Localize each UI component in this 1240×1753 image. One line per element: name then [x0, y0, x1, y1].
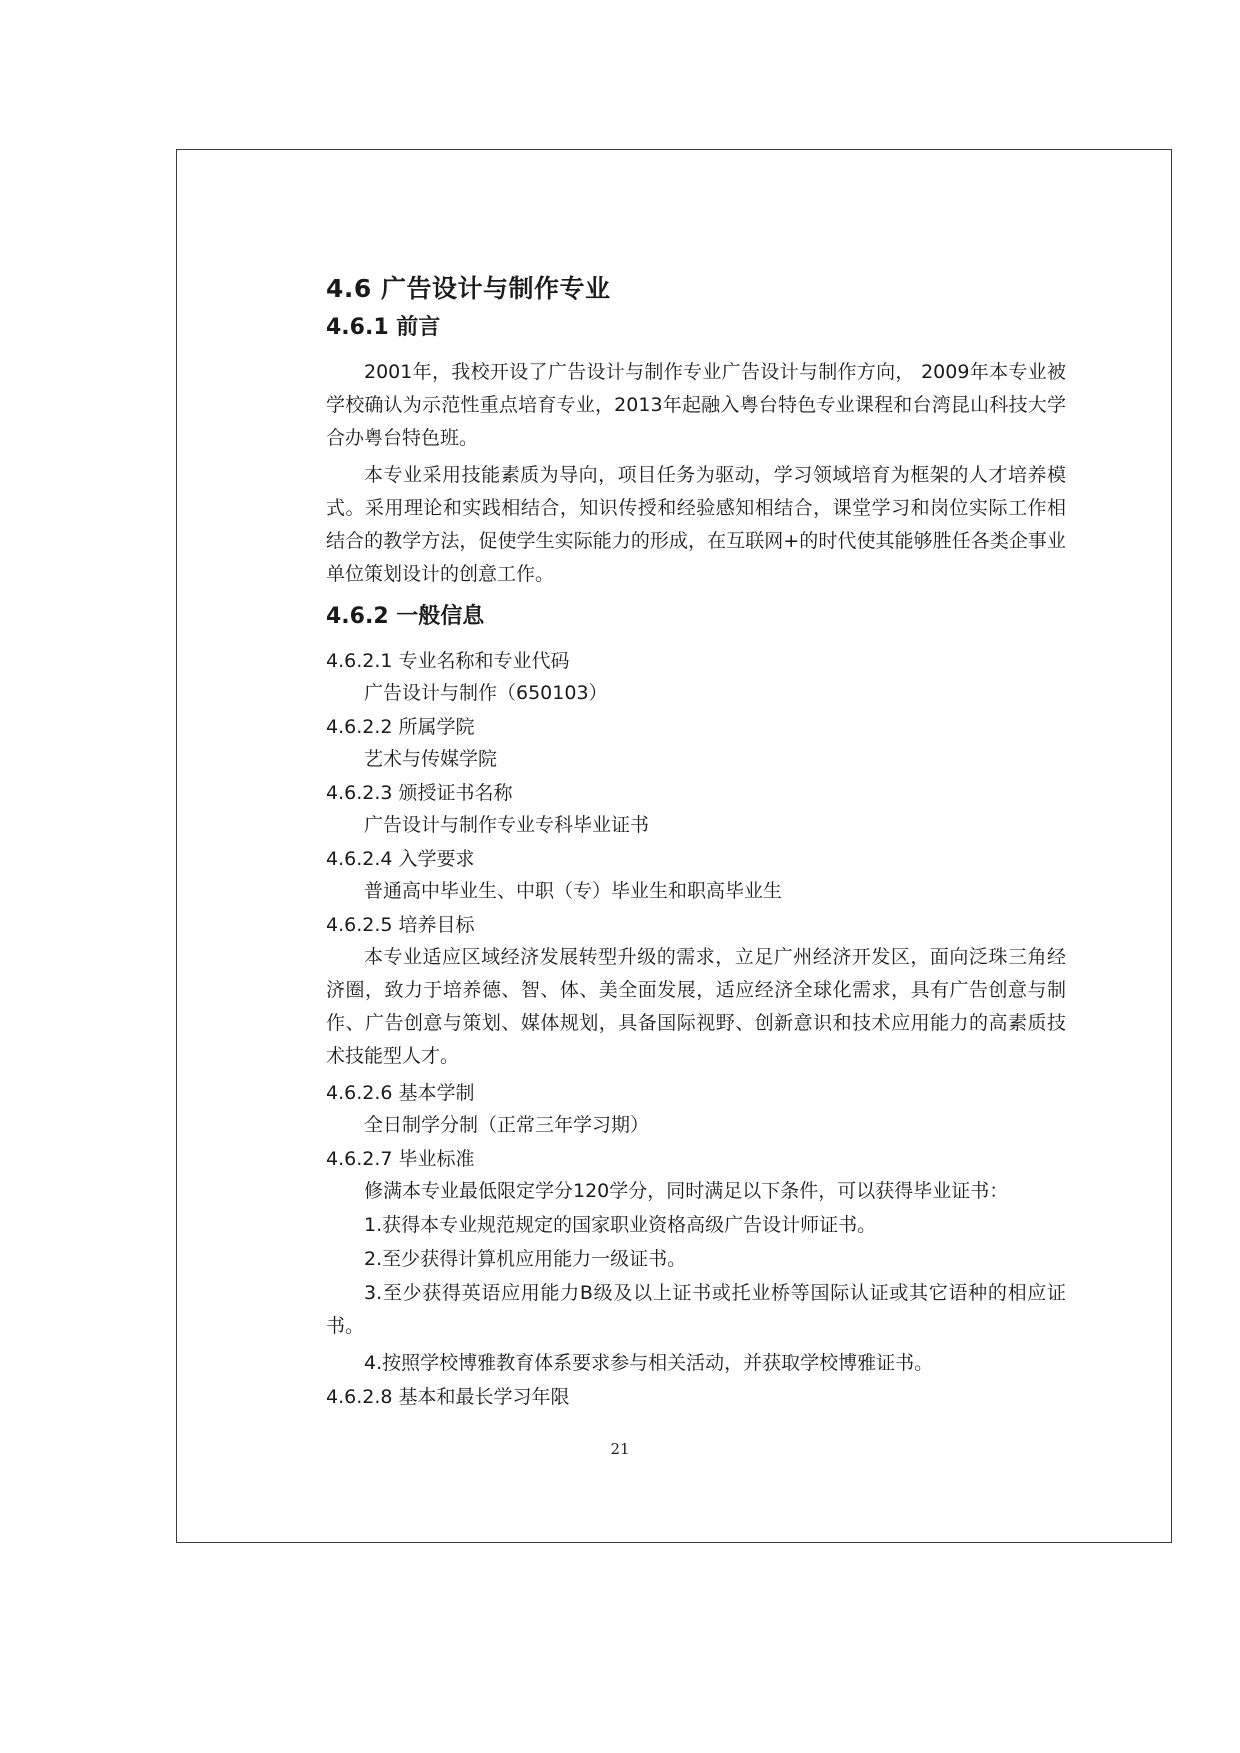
page-number: 21 [610, 1440, 630, 1458]
study-years-label: 4.6.2.8 基本和最长学习年限 [326, 1386, 570, 1408]
graduation-line: 1.获得本专业规范规定的国家职业资格高级广告设计师证书。 [364, 1214, 877, 1236]
graduation-line: 2.至少获得计算机应用能力一级证书。 [364, 1248, 687, 1270]
info-item-label: 4.6.2.2 所属学院 [326, 716, 475, 738]
info-item-value: 艺术与传媒学院 [364, 748, 498, 770]
training-goal-paragraph: 本专业适应区域经济发展转型升级的需求，立足广州经济开发区，面向泛珠三角经济圈，致力于培养德、智、体、美全面发展，适应经济全球化需求，具有广告创意与制作、广告创意与策划、媒体规划，具备国际视野、创新意识和技术应用能力的高素质技术技能型人才。 [326, 946, 1066, 1067]
info-item-label: 4.6.2.5 培养目标 [326, 914, 475, 936]
graduation-line: 3.至少获得英语应用能力B级及以上证书或托业桥等国际认证或其它语种的相应证书。 [326, 1282, 1066, 1337]
info-item-value: 普通高中毕业生、中职（专）毕业生和职高毕业生 [364, 880, 783, 902]
info-item-label: 4.6.2.1 专业名称和专业代码 [326, 650, 570, 672]
info-item-label: 4.6.2.3 颁授证书名称 [326, 782, 513, 804]
preface-paragraph: 本专业采用技能素质为导向，项目任务为驱动，学习领域培育为框架的人才培养模式。采用理论和实践相结合，知识传授和经验感知相结合，课堂学习和岗位实际工作相结合的教学方法，促使学生实际能力的形成，在互联网+的时代使其能够胜任各类企事业单位策划设计的创意工作。 [326, 464, 1066, 585]
preface-heading: 4.6.1 前言 [326, 315, 441, 340]
graduation-line: 修满本专业最低限定学分120学分，同时满足以下条件，可以获得毕业证书： [364, 1180, 1009, 1202]
general-info-heading: 4.6.2 一般信息 [326, 604, 485, 629]
document-body [326, 272, 1066, 1413]
graduation-line: 4.按照学校博雅教育体系要求参与相关活动，并获取学校博雅证书。 [364, 1352, 934, 1374]
info-item-value: 广告设计与制作（650103） [364, 682, 608, 704]
preface-paragraph: 2001年，我校开设了广告设计与制作专业广告设计与制作方向， 2009年本专业被学校确认为示范性重点培育专业，2013年起融入粤台特色专业课程和台湾昆山科技大学合办粤台特色班。 [326, 361, 1066, 449]
info-item-label: 4.6.2.6 基本学制 [326, 1082, 475, 1104]
graduation-standard-label: 4.6.2.7 毕业标准 [326, 1148, 475, 1170]
info-item-label: 4.6.2.4 入学要求 [326, 848, 475, 870]
info-item-value: 全日制学分制（正常三年学习期） [364, 1114, 650, 1136]
section-title: 4.6 广告设计与制作专业 [326, 274, 611, 303]
info-item-value: 广告设计与制作专业专科毕业证书 [364, 814, 650, 836]
